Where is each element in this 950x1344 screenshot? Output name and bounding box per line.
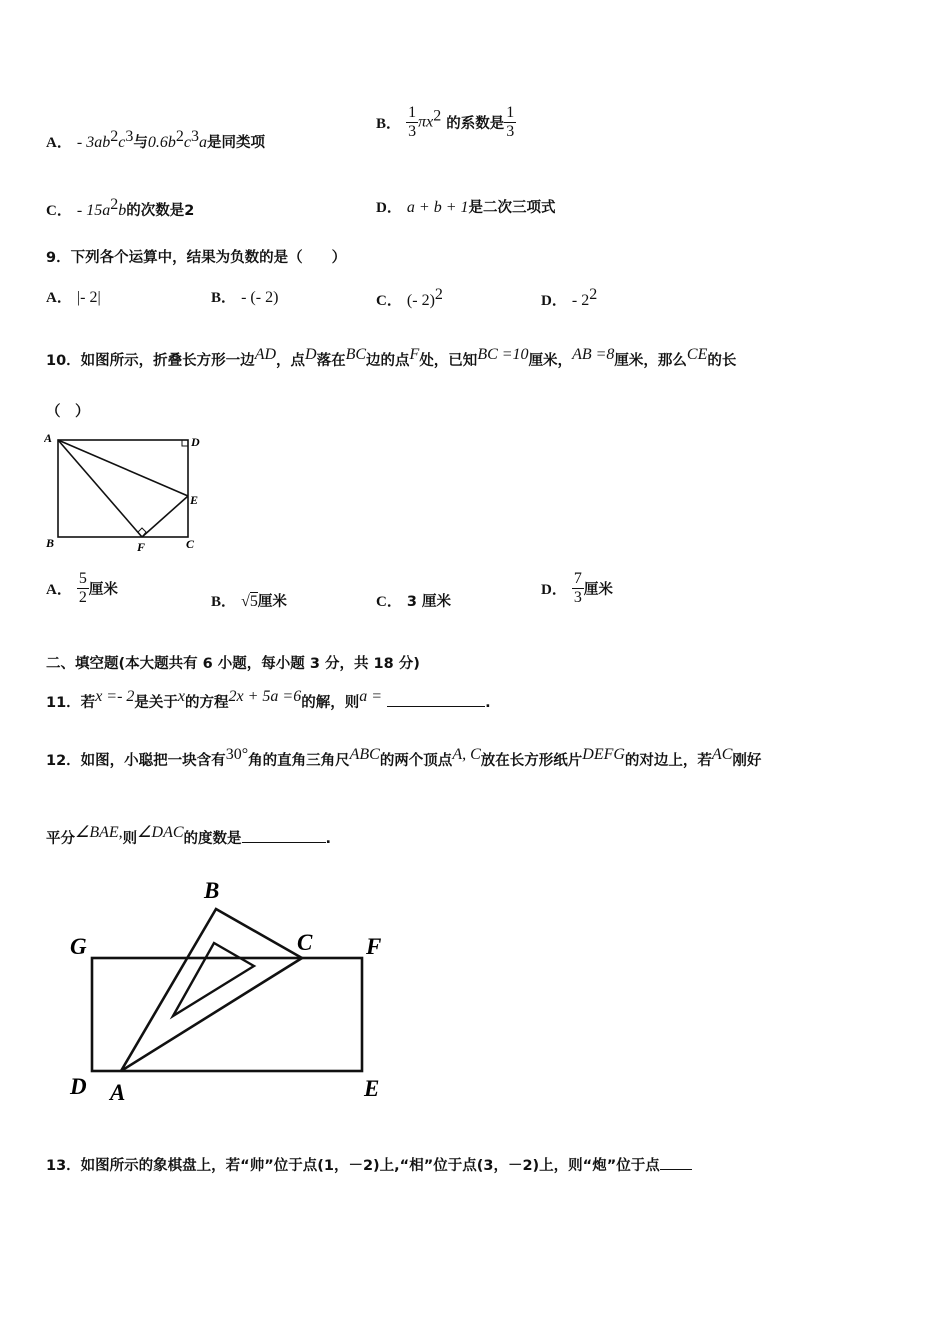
label-B: B bbox=[46, 536, 55, 550]
section-title: 二、填空题(本大题共有 6 小题，每小题 3 分，共 18 分) bbox=[46, 656, 420, 672]
q10-option-c: C． 3 厘米 bbox=[376, 594, 452, 610]
label-D: D bbox=[191, 435, 200, 449]
q10-option-d: D． $\frac{7}{3}$ 厘米 bbox=[541, 570, 613, 606]
q10-stem: 10．如图所示，折叠长方形一边AD，点D落在BC边的点F处，已知BC =10厘米，AB =8厘米，那么CE的长 bbox=[46, 346, 737, 369]
q12-figure bbox=[64, 872, 404, 1108]
q9-option-d: D． - $2^2$ bbox=[541, 286, 598, 309]
fraction: $\frac{1}{3}$ bbox=[408, 104, 417, 140]
q12-line1: 12．如图，小聪把一块含有30°角的直角三角尺ABC的两个顶点A, C放在长方形纸片DEFG的对边上，若AC刚好 bbox=[46, 746, 762, 769]
right-angle-mark bbox=[182, 440, 188, 446]
q8-option-c: C． - $15a^2b$的次数是2 bbox=[46, 196, 195, 219]
q10-option-a: A． $\frac{5}{2}$ 厘米 bbox=[46, 570, 118, 606]
q8-option-a: A． - $3ab^2c^3$与$0.6b^2c^3a$是同类项 bbox=[46, 128, 265, 151]
fraction: $\frac{5}{2}$ bbox=[78, 570, 87, 606]
answer-blank[interactable] bbox=[660, 1155, 692, 1170]
q10-figure bbox=[44, 430, 214, 555]
label-E: E bbox=[364, 1076, 380, 1101]
q9-stem: 9．下列各个运算中，结果为负数的是（ ） bbox=[46, 250, 347, 266]
answer-blank[interactable] bbox=[242, 828, 326, 843]
label-D: D bbox=[70, 1074, 87, 1099]
label-C: C bbox=[297, 930, 313, 955]
q9-option-a: A． |- 2| bbox=[46, 289, 101, 306]
q12-line2: 平分∠BAE,则∠DAC的度数是 . bbox=[46, 824, 332, 847]
triangle-abc bbox=[121, 909, 302, 1071]
right-angle-mark-f bbox=[138, 528, 146, 537]
q9-option-b: B． - (- 2) bbox=[211, 289, 279, 306]
label-A: A bbox=[44, 431, 53, 445]
fraction: $\frac{1}{3}$ bbox=[506, 104, 515, 140]
rectangle-abcd bbox=[58, 440, 188, 537]
inner-triangle bbox=[173, 943, 254, 1016]
segment-fe bbox=[142, 496, 188, 537]
label-B: B bbox=[204, 878, 220, 903]
label-A: A bbox=[110, 1080, 126, 1105]
segment-ae bbox=[58, 440, 188, 496]
label-G: G bbox=[70, 934, 87, 959]
label-F: F bbox=[366, 934, 382, 959]
segment-af bbox=[58, 440, 142, 537]
label-C: C bbox=[186, 537, 195, 551]
fraction: $\frac{7}{3}$ bbox=[573, 570, 582, 606]
q8-option-b: B． $\frac{1}{3}$ $\pi x^2$ 的系数是 $\frac{1}{3}$ bbox=[376, 104, 515, 140]
q8-option-d: D． a + b + 1是二次三项式 bbox=[376, 199, 556, 216]
q13: 13．如图所示的象棋盘上，若“帅”位于点(1，－2)上,“相”位于点(3，－2)上，则“炮”位于点 bbox=[46, 1154, 692, 1175]
q10-option-b: B． √5厘米 bbox=[211, 593, 287, 610]
q9-option-c: C． (- 2)$^2$ bbox=[376, 286, 443, 309]
q10-paren: （ ） bbox=[46, 404, 90, 420]
rectangle-defg bbox=[92, 958, 362, 1071]
answer-blank[interactable] bbox=[387, 692, 485, 707]
label-F: F bbox=[137, 540, 146, 554]
label-E: E bbox=[190, 493, 199, 507]
q11: 11．若x =- 2是关于x的方程2x + 5a =6的解，则a = . bbox=[46, 688, 491, 711]
sqrt-icon: √ bbox=[241, 593, 250, 610]
